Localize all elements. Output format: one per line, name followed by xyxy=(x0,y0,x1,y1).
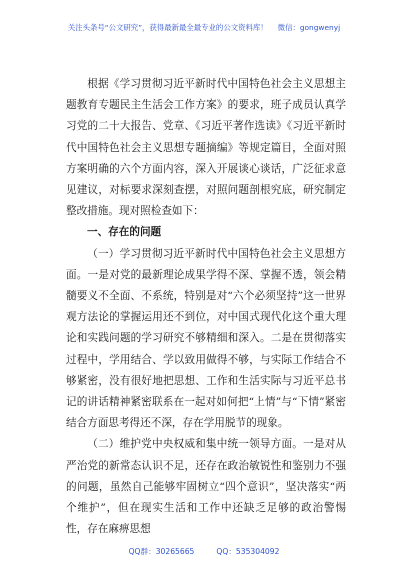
problem-item-2: （二）维护党中央权威和集中统一领导方面。一是对从严治党的新常态认识不足，还存在政治敏锐性和鉴别力不强的问题，虽然自己能够牢固树立“四个意识”，坚决落实“两个维护”，但在现实生活和工作中还缺乏足够的政治警惕性，存在麻痹思想 xyxy=(66,438,346,536)
section-heading-problems: 一、存在的问题 xyxy=(87,226,162,239)
intro-paragraph: 根据《学习贯彻习近平新时代中国特色社会主义思想主题教育专题民主生活会工作方案》的要求，班子成员认真学习党的二十大报告、党章、《习近平著作选读》《习近平新时代中国特色社会主义思想专题摘编》等规定篇目，全面对照方案明确的六个方面内容，深入开展谈心谈话，广泛征求意见建议，对标要求深刻查摆，对照问题剖根究底，研究制定整改措施。现对照检查如下： xyxy=(66,78,346,218)
footer-qq-group: QQ群：30265665 xyxy=(128,547,195,556)
document-body xyxy=(66,74,346,540)
header-banner xyxy=(0,22,408,33)
header-notice: 关注头条号“公文研究”，获得最新最全最专业的公文资料库！ xyxy=(67,23,268,32)
header-wechat: 微信：gongwenyj xyxy=(277,23,341,32)
problem-item-1: （一）学习贯彻习近平新时代中国特色社会主义思想方面。一是对党的最新理论成果学得不深、掌握不透，领会精髓要义不全面、不系统，特别是对“六个必须坚持”这一世界观方法论的掌握运用还不到位，对中国式现代化这个重大理论和实践问题的学习研究不够精细和深入。二是在贯彻落实过程中，学用结合、学以致用做得不够，与实际工作结合不够紧密，没有很好地把思想、工作和生活实际与习近平总书记的讲话精神紧密联系在一起对如何把“上情”与“下情”紧密结合方面思考得还不深，存在学用脱节的现象。 xyxy=(66,247,346,430)
footer-contact xyxy=(0,546,408,557)
footer-qq: QQ：535304092 xyxy=(216,547,280,556)
